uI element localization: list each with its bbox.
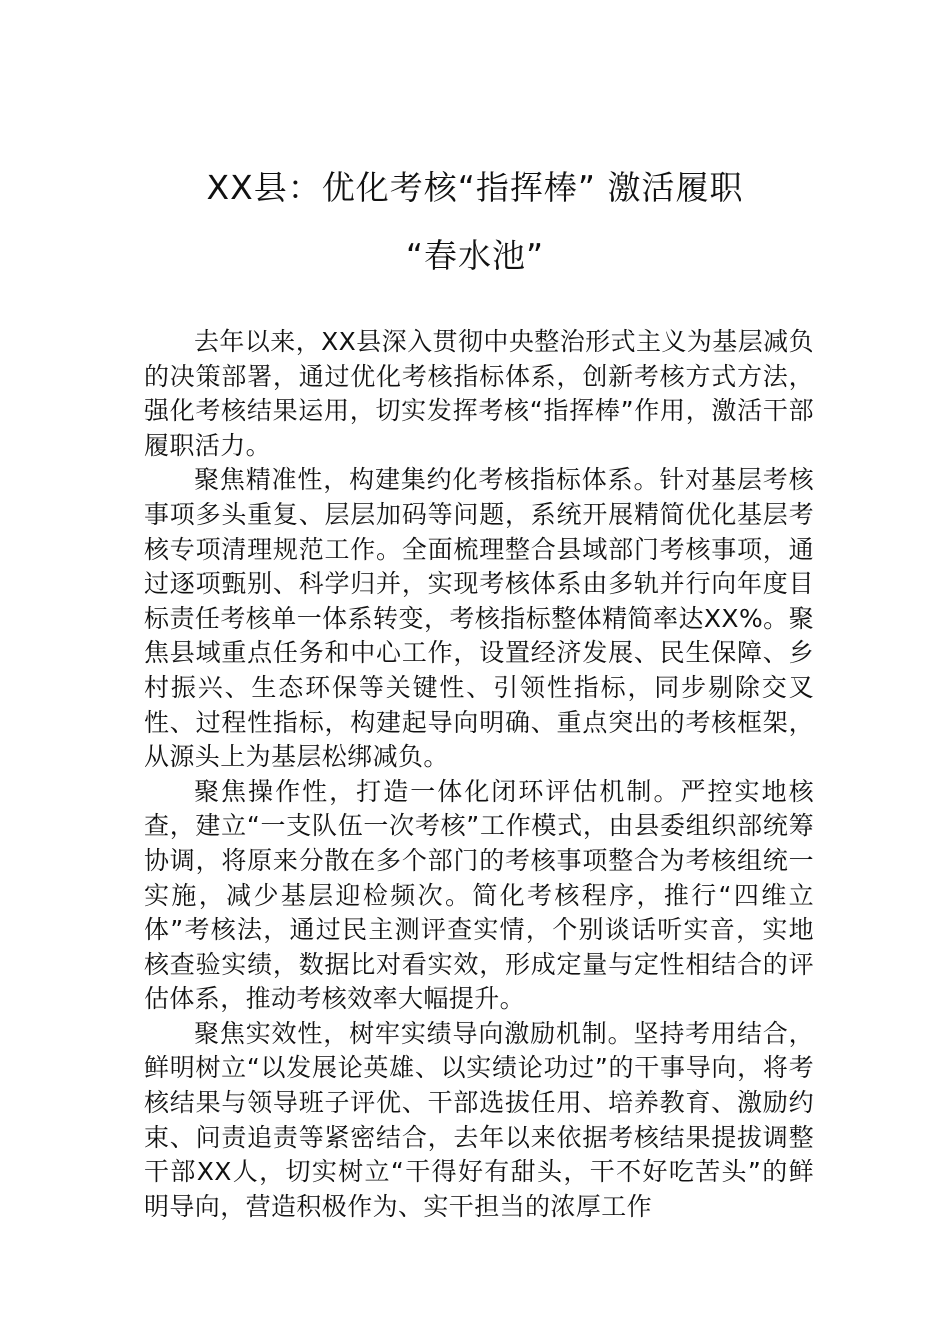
paragraph-operability: 聚焦操作性，打造一体化闭环评估机制。严控实地核查，建立“一支队伍一次考核”工作模式，由县委组织部统筹协调，将原来分散在多个部门的考核事项整合为考核组统一实施，减少基层迎检频次。简化考核程序，推行“四维立体”考核法，通过民主测评查实情，个别谈话听实音，实地核查验实绩，数据比对看实效，形成定量与定性相结合的评估体系，推动考核效率大幅提升。 xyxy=(144,776,814,1014)
document-title-line-2: “春水池” xyxy=(405,236,545,275)
document-body xyxy=(144,325,814,1224)
paragraph-effectiveness: 聚焦实效性，树牢实绩导向激励机制。坚持考用结合，鲜明树立“以发展论英雄、以实绩论功过”的干事导向，将考核结果与领导班子评优、干部选拔任用、培养教育、激励约束、问责追责等紧密结合，去年以来依据考核结果提拔调整干部XX人，切实树立“干得好有甜头，干不好吃苦头”的鲜明导向，营造积极作为、实干担当的浓厚工作 xyxy=(144,1018,814,1221)
document-title-line-1: XX县：优化考核“指挥棒” 激活履职 xyxy=(206,168,744,207)
paragraph-precision: 聚焦精准性，构建集约化考核指标体系。针对基层考核事项多头重复、层层加码等问题，系统开展精简优化基层考核专项清理规范工作。全面梳理整合县域部门考核事项，通过逐项甄别、科学归并，实现考核体系由多轨并行向年度目标责任考核单一体系转变，考核指标整体精简率达XX%。聚焦县域重点任务和中心工作，设置经济发展、民生保障、乡村振兴、生态环保等关键性、引领性指标，同步剔除交叉性、过程性指标，构建起导向明确、重点突出的考核框架，从源头上为基层松绑减负。 xyxy=(144,465,814,772)
paragraph-intro: 去年以来，XX县深入贯彻中央整治形式主义为基层减负的决策部署，通过优化考核指标体系，创新考核方式方法，强化考核结果运用，切实发挥考核“指挥棒”作用，激活干部履职活力。 xyxy=(144,327,814,460)
